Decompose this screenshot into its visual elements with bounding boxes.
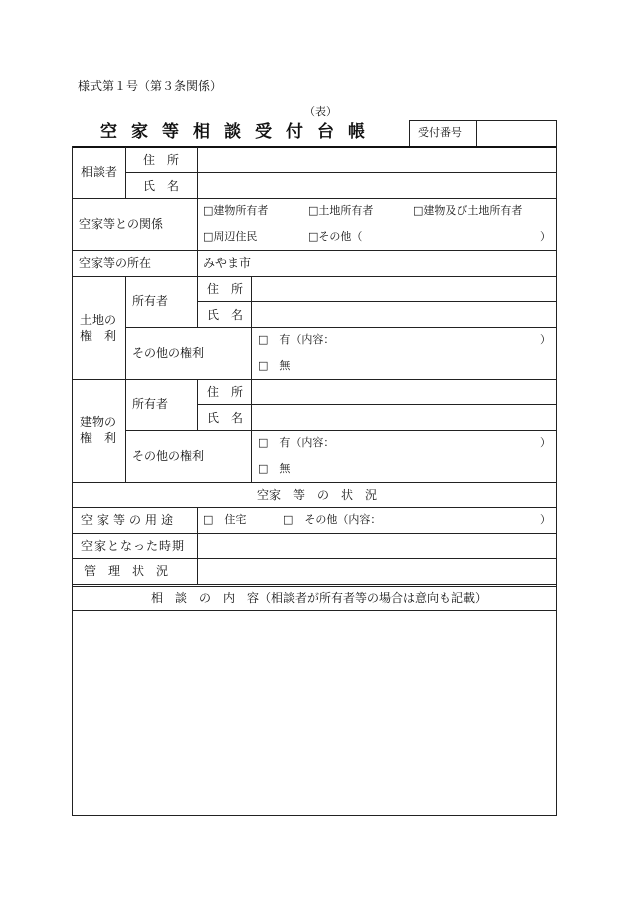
line-status-header-bottom bbox=[72, 507, 556, 508]
reception-number-field[interactable] bbox=[477, 121, 556, 145]
land-rights-label-1: 土地の bbox=[80, 313, 117, 327]
line-land-owner-bottom bbox=[125, 327, 556, 328]
reception-box-left bbox=[409, 120, 410, 146]
relation-close-paren: ） bbox=[540, 230, 551, 243]
consultant-name-field[interactable] bbox=[198, 173, 556, 198]
vacancy-period-field[interactable] bbox=[198, 534, 556, 558]
land-rights-label-2: 権 利 bbox=[80, 329, 117, 343]
consultation-header: 相 談 の 内 容（相談者が所有者等の場合は意向も記載） bbox=[151, 591, 488, 605]
relation-option-building-owner[interactable]: □建物所有者 bbox=[203, 204, 269, 217]
line-building-owner-bottom bbox=[125, 430, 556, 431]
vacancy-period-label: 空家となった時期 bbox=[81, 539, 186, 553]
usage-option-other[interactable]: □ その他（内容： bbox=[283, 513, 382, 526]
building-owner-address-field[interactable] bbox=[252, 380, 556, 404]
location-value[interactable]: みやま市 bbox=[203, 256, 252, 270]
table-bottom-border bbox=[72, 815, 557, 816]
building-other-rights-label: その他の権利 bbox=[132, 449, 205, 463]
reception-box-right bbox=[556, 120, 557, 146]
land-owner-label: 所有者 bbox=[132, 294, 169, 308]
line-consultant-v1 bbox=[125, 147, 126, 198]
table-right-border bbox=[556, 146, 557, 815]
line-status-bottom bbox=[72, 584, 556, 585]
line-building-bottom bbox=[72, 482, 556, 483]
relation-option-land-owner[interactable]: □土地所有者 bbox=[308, 204, 374, 217]
form-number: 様式第１号（第３条関係） bbox=[78, 79, 223, 93]
land-other-rights-label: その他の権利 bbox=[132, 346, 205, 360]
usage-option-house[interactable]: □ 住宅 bbox=[203, 513, 247, 526]
usage-label: 空家等の用途 bbox=[81, 513, 178, 527]
consultant-label: 相談者 bbox=[81, 165, 118, 179]
building-rights-label-2: 権 利 bbox=[80, 431, 117, 445]
consultant-address-field[interactable] bbox=[198, 148, 556, 172]
consultant-address-label: 住 所 bbox=[143, 153, 180, 167]
building-other-rights-close-paren: ） bbox=[540, 436, 551, 449]
line-consultation-top bbox=[72, 586, 556, 587]
line-location-v bbox=[197, 250, 198, 276]
line-consultant-bottom bbox=[72, 198, 556, 199]
consultation-content-field[interactable] bbox=[73, 611, 556, 815]
relation-option-other[interactable]: □その他（ bbox=[308, 230, 363, 243]
building-owner-name-label: 氏 名 bbox=[207, 411, 244, 425]
side-label: （表） bbox=[304, 105, 337, 118]
usage-close-paren: ） bbox=[540, 513, 551, 526]
building-owner-name-field[interactable] bbox=[252, 405, 556, 430]
land-owner-address-field[interactable] bbox=[252, 277, 556, 301]
line-relation-v bbox=[197, 198, 198, 250]
building-other-rights-no[interactable]: □ 無 bbox=[258, 462, 291, 475]
land-owner-name-field[interactable] bbox=[252, 302, 556, 327]
line-relation-bottom bbox=[72, 250, 556, 251]
status-header: 空家 等 の 状 況 bbox=[257, 488, 378, 502]
building-owner-address-label: 住 所 bbox=[207, 385, 244, 399]
management-field[interactable] bbox=[198, 559, 556, 584]
land-owner-name-label: 氏 名 bbox=[207, 308, 244, 322]
land-other-rights-no[interactable]: □ 無 bbox=[258, 359, 291, 372]
form-title: 空家等相談受付台帳 bbox=[100, 122, 379, 142]
building-rights-label-1: 建物の bbox=[80, 415, 117, 429]
relation-option-neighbor[interactable]: □周辺住民 bbox=[203, 230, 258, 243]
location-label: 空家等の所在 bbox=[79, 256, 152, 270]
land-other-rights-close-paren: ） bbox=[540, 333, 551, 346]
building-owner-label: 所有者 bbox=[132, 397, 169, 411]
reception-number-label: 受付番号 bbox=[418, 126, 462, 139]
relation-label: 空家等との関係 bbox=[79, 217, 164, 231]
management-label: 管 理 状 況 bbox=[84, 564, 169, 578]
building-other-rights-yes[interactable]: □ 有（内容： bbox=[258, 436, 335, 449]
land-other-rights-yes[interactable]: □ 有（内容： bbox=[258, 333, 335, 346]
relation-option-both-owner[interactable]: □建物及び土地所有者 bbox=[413, 204, 523, 217]
consultant-name-label: 氏 名 bbox=[143, 179, 180, 193]
land-owner-address-label: 住 所 bbox=[207, 282, 244, 296]
